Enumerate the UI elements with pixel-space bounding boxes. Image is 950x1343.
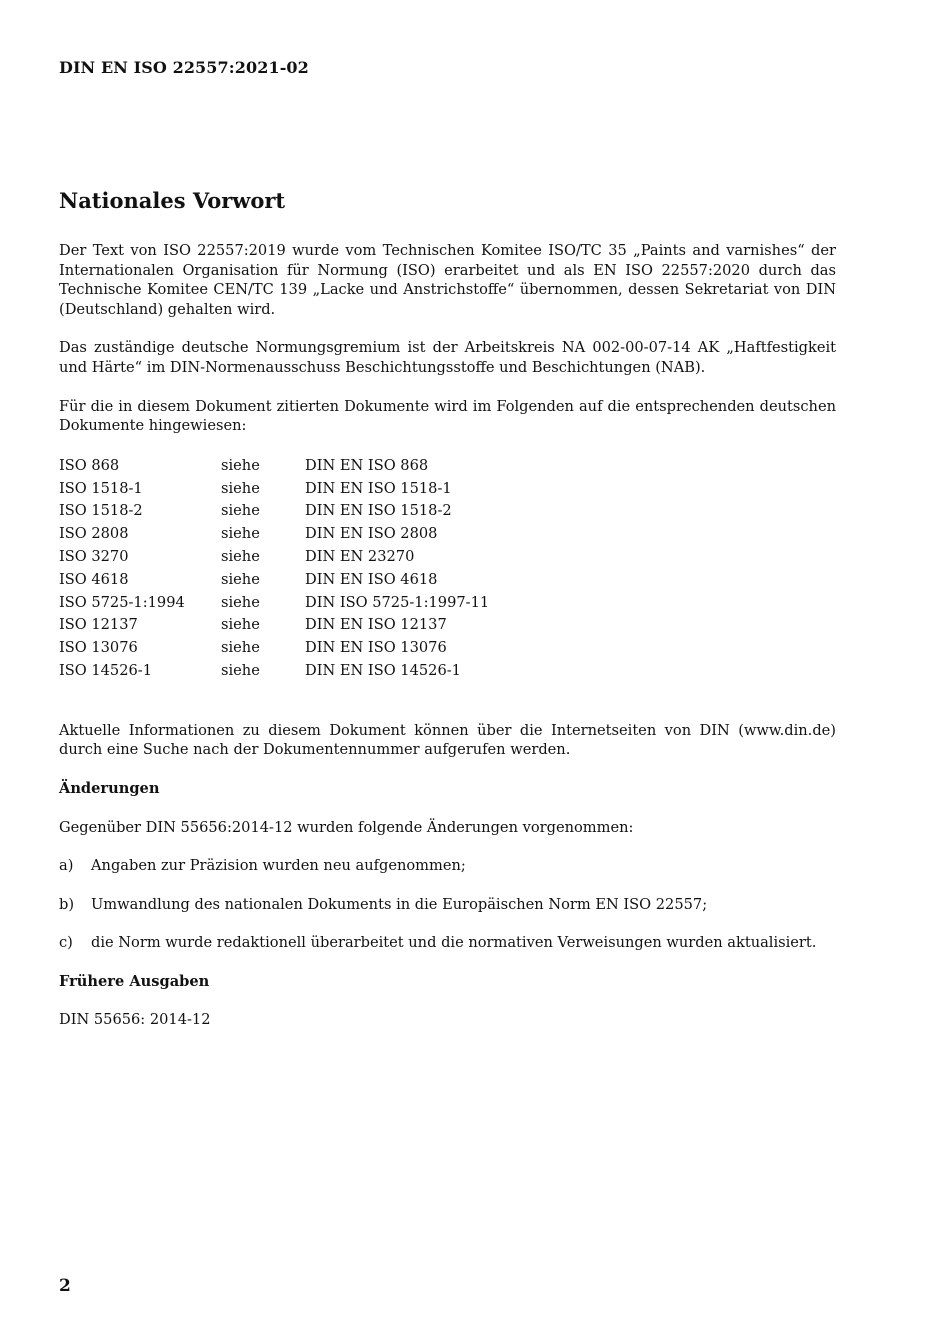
din-reference: DIN EN ISO 13076 (305, 639, 447, 657)
iso-reference: ISO 2808 (59, 525, 129, 543)
list-item-text: Angaben zur Präzision wurden neu aufgenommen; (91, 857, 466, 875)
din-reference: DIN EN ISO 4618 (305, 570, 438, 588)
iso-reference: ISO 1518-1 (59, 479, 143, 497)
see-label: siehe (221, 593, 260, 611)
see-label: siehe (221, 639, 260, 657)
list-item-label: c) (59, 934, 73, 952)
changes-heading: Änderungen (59, 779, 160, 797)
see-label: siehe (221, 502, 260, 520)
din-reference: DIN ISO 5725-1:1997-11 (305, 593, 490, 611)
table-row (59, 478, 489, 501)
list-item (59, 933, 836, 953)
din-reference: DIN EN ISO 1518-2 (305, 502, 452, 520)
iso-reference: ISO 4618 (59, 570, 129, 588)
paragraph-info: Aktuelle Informationen zu diesem Dokument können über die Internetseiten von DIN (www.din.de) durch eine Suche nach der Dokumentennummer aufgerufen werden. (59, 721, 836, 759)
page-title: Nationales Vorwort (59, 188, 286, 213)
paragraph-references-intro: Für die in diesem Dokument zitierten Dokumente wird im Folgenden auf die entsprechenden deutschen Dokumente hingewiesen: (59, 397, 836, 435)
table-row (59, 455, 489, 478)
table-row (59, 500, 489, 523)
list-item (59, 895, 836, 915)
page-content (59, 187, 836, 1049)
din-reference: DIN EN ISO 1518-1 (305, 479, 452, 497)
din-reference: DIN EN ISO 14526-1 (305, 661, 461, 679)
see-label: siehe (221, 479, 260, 497)
iso-reference: ISO 868 (59, 456, 120, 474)
see-label: siehe (221, 547, 260, 565)
list-item-label: b) (59, 895, 75, 913)
see-label: siehe (221, 661, 260, 679)
list-item-text: die Norm wurde redaktionell überarbeitet und die normativen Verweisungen wurden aktualisiert. (91, 934, 817, 952)
previous-editions-heading: Frühere Ausgaben (59, 972, 210, 990)
table-row (59, 614, 489, 637)
document-id-header: DIN EN ISO 22557:2021-02 (59, 58, 309, 77)
din-reference: DIN EN 23270 (305, 547, 415, 565)
paragraph-committee: Das zuständige deutsche Normungsgremium ist der Arbeitskreis NA 002-00-07-14 AK „Haftfestigkeit und Härte“ im DIN-Normenausschuss Beschichtungsstoffe und Beschichtungen (NAB). (59, 339, 836, 376)
reference-table (59, 455, 489, 683)
see-label: siehe (221, 616, 260, 634)
previous-editions-text: DIN 55656: 2014-12 (59, 1011, 211, 1029)
din-reference: DIN EN ISO 12137 (305, 616, 447, 634)
table-row (59, 546, 489, 569)
din-reference: DIN EN ISO 868 (305, 456, 429, 474)
paragraph-origin: Der Text von ISO 22557:2019 wurde vom Technischen Komitee ISO/TC 35 „Paints and varnishes“ der Internationalen Organisation für Normung (ISO) erarbeitet und als EN ISO 22557:2020 durch das Technische Komitee CEN/TC 139 „Lacke und Anstrichstoffe“ übernommen, dessen Sekretariat von DIN (Deutschland) gehalten wird. (59, 242, 836, 318)
see-label: siehe (221, 570, 260, 588)
changes-intro: Gegenüber DIN 55656:2014-12 wurden folgende Änderungen vorgenommen: (59, 818, 634, 836)
table-row (59, 660, 489, 683)
list-item-label: a) (59, 857, 74, 875)
see-label: siehe (221, 456, 260, 474)
table-row (59, 569, 489, 592)
din-reference: DIN EN ISO 2808 (305, 525, 438, 543)
see-label: siehe (221, 525, 260, 543)
iso-reference: ISO 12137 (59, 616, 138, 634)
iso-reference: ISO 14526-1 (59, 661, 153, 679)
list-item-text: Umwandlung des nationalen Dokuments in die Europäischen Norm EN ISO 22557; (91, 895, 708, 913)
iso-reference: ISO 1518-2 (59, 502, 143, 520)
iso-reference: ISO 3270 (59, 547, 129, 565)
page-number: 2 (59, 1276, 71, 1296)
table-row (59, 523, 489, 546)
changes-list (59, 856, 836, 953)
iso-reference: ISO 13076 (59, 639, 138, 657)
list-item (59, 856, 836, 876)
table-row (59, 637, 489, 660)
table-row (59, 592, 489, 615)
iso-reference: ISO 5725-1:1994 (59, 593, 185, 611)
